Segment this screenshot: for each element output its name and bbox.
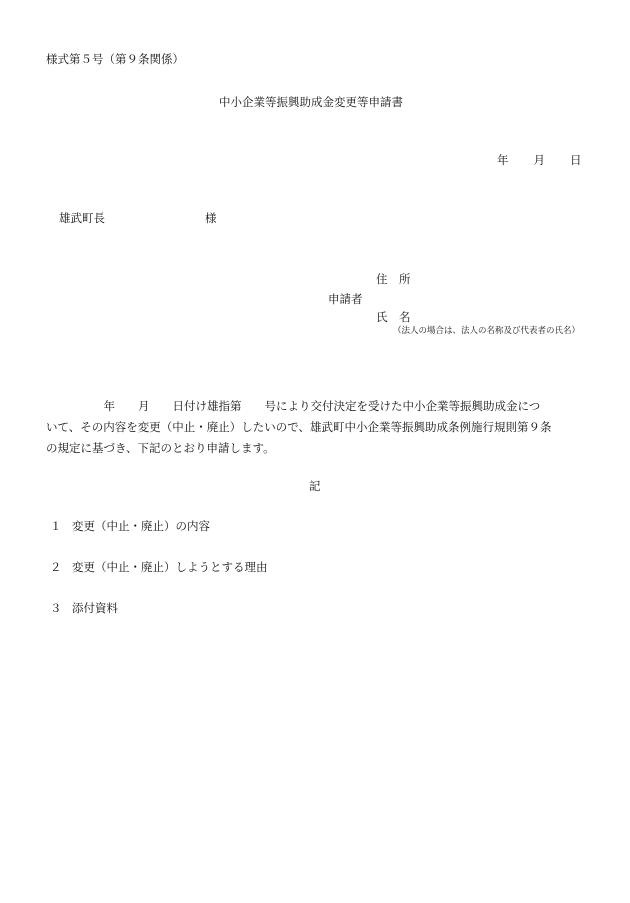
item-number: ２ — [50, 560, 62, 574]
list-item — [50, 518, 210, 534]
item-label: 変更（中止・廃止）しようとする理由 — [72, 560, 268, 574]
applicant-address-label: 住 所 — [376, 272, 411, 286]
applicant-name-note: （法人の場合は、法人の名称及び代表者の氏名） — [393, 326, 581, 336]
addressee — [59, 210, 217, 226]
addressee-name: 雄武町長 — [59, 211, 105, 225]
item-label: 添付資料 — [72, 601, 118, 615]
ki-heading: 記 — [309, 479, 321, 493]
body-line-3: の規定に基づき、下記のとおり申請します。 — [46, 441, 275, 455]
addressee-honorific: 様 — [205, 211, 217, 225]
list-item — [50, 559, 268, 575]
item-label: 変更（中止・廃止）の内容 — [72, 519, 210, 533]
date-day-label: 日 — [570, 153, 582, 167]
document-title: 中小企業等振興助成金変更等申請書 — [219, 95, 403, 109]
date-month-label: 月 — [533, 153, 545, 167]
date-year-label: 年 — [497, 153, 509, 167]
body-line-2: いて、その内容を変更（中止・廃止）したいので、雄武町中小企業等振興助成条例施行規則第９条 — [46, 420, 552, 434]
item-number: ３ — [50, 601, 62, 615]
application-body — [46, 396, 586, 459]
body-line-1: 年 月 日付け雄指第 号により交付決定を受けた中小企業等振興助成金につ — [46, 399, 541, 413]
date-line — [497, 152, 582, 168]
applicant-label: 申請者 — [328, 292, 363, 306]
item-number: １ — [50, 519, 62, 533]
form-number: 様式第５号（第９条関係） — [46, 52, 184, 66]
list-item — [50, 600, 118, 616]
applicant-name-label: 氏 名 — [376, 310, 411, 324]
